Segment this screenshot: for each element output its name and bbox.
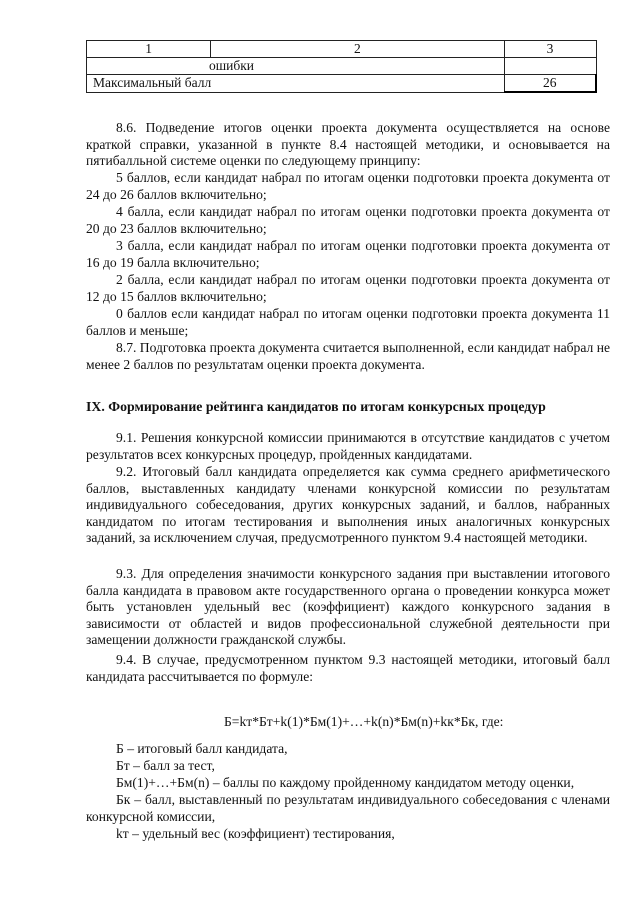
table-cell: ошибки (87, 58, 505, 75)
table-header-cell: 2 (211, 41, 504, 58)
scores-table (86, 40, 597, 93)
paragraph-9-1: 9.1. Решения конкурсной комиссии принимаются в отсутствие кандидатов с учетом результатов всех конкурсных процедур, пройденных кандидатами. (86, 430, 610, 462)
score-rule-5: 5 баллов, если кандидат набрал по итогам оценки подготовки проекта документа от 24 до 26 баллов включительно; (86, 170, 610, 202)
score-rule-3: 3 балла, если кандидат набрал по итогам оценки подготовки проекта документа от 16 до 19 балла включительно; (86, 238, 610, 270)
section-heading: IX. Формирование рейтинга кандидатов по итогам конкурсных процедур (86, 399, 546, 414)
table-header-row (87, 41, 597, 58)
score-rule-2: 2 балла, если кандидат набрал по итогам оценки подготовки проекта документа от 12 до 15 баллов включительно; (86, 272, 610, 304)
table-cell (504, 58, 596, 75)
definition-test-score: Бт – балл за тест, (116, 758, 215, 773)
score-rule-0: 0 баллов если кандидат набрал по итогам оценки подготовки проекта документа 11 баллов и меньше; (86, 306, 610, 338)
paragraph-9-2: 9.2. Итоговый балл кандидата определяется как сумма среднего арифметического баллов, выставленных кандидату членами конкурсной комиссии по результатам индивидуального собеседования, других конкурсных заданий, и баллов, набранных кандидатом по итогам тестирования и выполнения иных аналогичных конкурсных заданий, за исключением случая, предусмотренного пунктом 9.4 настоящей методики. (86, 464, 610, 546)
paragraph-9-3: 9.3. Для определения значимости конкурсного задания при выставлении итогового балла кандидата в правовом акте государственного органа о проведении конкурса может быть установлен удельный вес (коэффициент) каждого конкурсного задания в зависимости от областей и видов профессиональной служебной деятельности при замещении должности гражданской службы. (86, 566, 610, 648)
definition-test-weight: kт – удельный вес (коэффициент) тестирования, (116, 826, 395, 841)
score-formula: Б=kт*Бт+k(1)*Бм(1)+…+k(n)*Бм(n)+kк*Бк, где: (224, 714, 504, 729)
definition-method-scores: Бм(1)+…+Бм(n) – баллы по каждому пройденному кандидатом методу оценки, (116, 775, 575, 790)
paragraph-9-4: 9.4. В случае, предусмотренном пунктом 9.3 настоящей методики, итоговый балл кандидата рассчитывается по формуле: (86, 652, 610, 684)
table-row-max-score (87, 75, 597, 93)
paragraph-8-7: 8.7. Подготовка проекта документа считается выполненной, если кандидат набрал не менее 2 баллов по результатам оценки проекта документа. (86, 340, 610, 372)
table-row (87, 58, 597, 75)
definition-total-score: Б – итоговый балл кандидата, (116, 741, 288, 756)
paragraph-8-6: 8.6. Подведение итогов оценки проекта документа осуществляется на основе краткой справки, указанной в пункте 8.4 настоящей методики, и основывается на пятибалльной системе оценки по следующему принципу: (86, 120, 610, 169)
table-header-cell: 1 (87, 41, 211, 58)
max-score-label: Максимальный балл (87, 75, 505, 93)
table-header-cell: 3 (504, 41, 596, 58)
max-score-value: 26 (504, 75, 596, 93)
definition-interview-score: Бк – балл, выставленный по результатам индивидуального собеседования с членами конкурсной комиссии, (86, 792, 610, 824)
score-rule-4: 4 балла, если кандидат набрал по итогам оценки подготовки проекта документа от 20 до 23 баллов включительно; (86, 204, 610, 236)
